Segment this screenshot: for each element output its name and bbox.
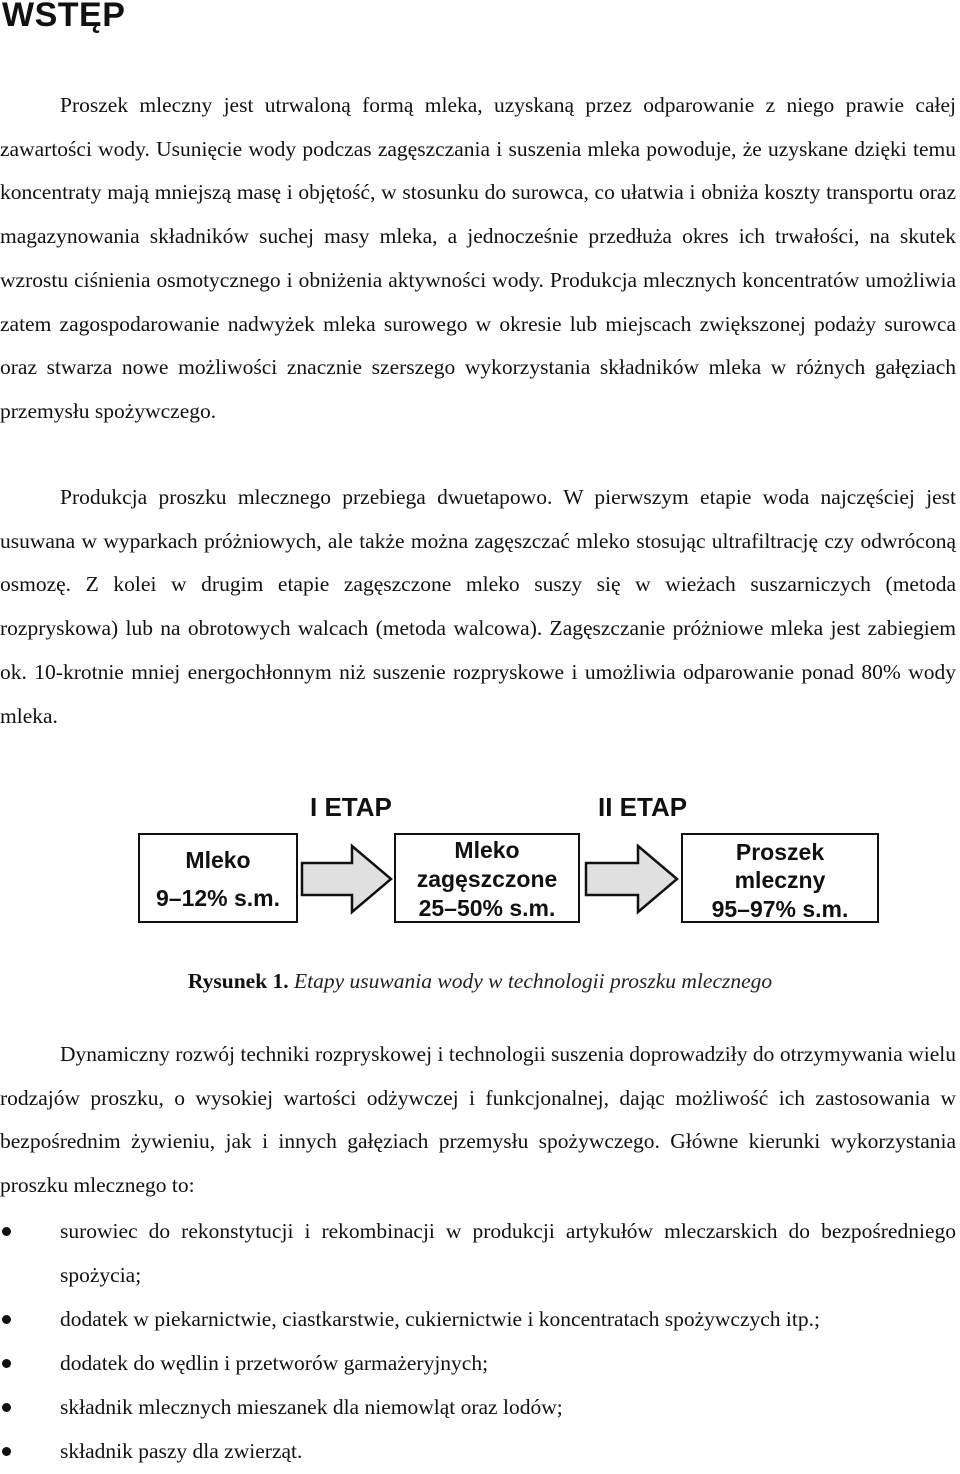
concentrated-box-value: 25–50% s.m. <box>418 895 556 921</box>
stage-one-label: I ETAP <box>310 792 392 822</box>
caption-text: Etapy usuwania wody w technologii proszku mlecznego <box>294 969 773 993</box>
arrow-shape <box>586 846 677 912</box>
bullet-icon <box>2 1315 11 1324</box>
list-item: składnik paszy dla zwierząt. <box>0 1429 956 1473</box>
milk-box-value: 9–12% s.m. <box>155 885 281 911</box>
bullet-icon <box>2 1403 11 1412</box>
page-title: WSTĘP <box>2 0 126 34</box>
arrow-shape <box>302 846 391 912</box>
milk-powder-box <box>681 833 879 923</box>
uses-list <box>0 1209 960 1473</box>
bullet-icon <box>2 1227 11 1236</box>
uses-intro-paragraph: Dynamiczny rozwój techniki rozpryskowej i technologii suszenia doprowadziły do otrzymywania wielu rodzajów proszku, o wysokiej wartości odżywczej i funkcjonalnej, dając możliwość ich zastosowania w bezpośrednim żywieniu, jak i innych gałęziach przemysłu spożywczego. Główne kierunki wykorzystania proszku mlecznego to: <box>0 1042 956 1198</box>
powder-box-subtitle: mleczny <box>734 867 826 893</box>
arrow-right-icon <box>300 843 394 915</box>
concentrated-box-title: Mleko <box>454 837 520 863</box>
caption-label: Rysunek 1. <box>187 969 289 993</box>
intro-paragraph: Proszek mleczny jest utrwaloną formą mleka, uzyskaną przez odparowanie z niego prawie całej zawartości wody. Usunięcie wody podczas zagęszczania i suszenia mleka powoduje, że uzyskane dzięki temu koncentraty mają mniejszą masę i objętość, w stosunku do surowca, co ułatwia i obniża koszty transportu oraz magazynowania składników suchej masy mleka, a jednocześnie przedłuża okres ich trwałości, na skutek wzrostu ciśnienia osmotycznego i obniżenia aktywności wody. Produkcja mlecznych koncentratów umożliwia zatem zagospodarowanie nadwyżek mleka surowego w okresie lub miejscach zwiększonej podaży surowca oraz stwarza nowe możliwości znacznie szerszego wykorzystania składników mleka w różnych gałęziach przemysłu spożywczego. <box>0 93 956 423</box>
process-figure <box>0 780 960 980</box>
list-item: dodatek do wędlin i przetworów garmażeryjnych; <box>0 1341 956 1385</box>
arrow-right-icon <box>584 843 680 915</box>
production-paragraph: Produkcja proszku mlecznego przebiega dwuetapowo. W pierwszym etapie woda najczęściej jest usuwana w wyparkach próżniowych, ale także można zagęszczać mleko stosując ultrafiltrację czy odwróconą osmozę. Z kolei w drugim etapie zagęszczone mleko suszy się w wieżach suszarniczych (metoda rozpryskowa) lub na obrotowych walcach (metoda walcowa). Zagęszczanie próżniowe mleka jest zabiegiem ok. 10-krotnie mniej energochłonnym niż suszenie rozpryskowe i umożliwia odparowanie ponad 80% wody mleka. <box>0 485 956 728</box>
concentrated-milk-box <box>394 833 580 923</box>
stage-two-label: II ETAP <box>598 792 688 822</box>
list-item: składnik mlecznych mieszanek dla niemowląt oraz lodów; <box>0 1385 956 1429</box>
milk-box <box>138 833 298 923</box>
bullet-icon <box>2 1359 11 1368</box>
list-item: surowiec do rekonstytucji i rekombinacji w produkcji artykułów mleczarskich do bezpośredniego spożycia; <box>0 1209 956 1297</box>
concentrated-box-subtitle: zagęszczone <box>416 866 558 892</box>
powder-box-value: 95–97% s.m. <box>711 896 849 922</box>
list-item: dodatek w piekarnictwie, ciastkarstwie, cukiernictwie i koncentratach spożywczych itp.; <box>0 1297 956 1341</box>
milk-box-title: Mleko <box>185 847 251 873</box>
powder-box-title: Proszek <box>735 839 825 865</box>
figure-caption <box>0 966 960 996</box>
bullet-icon <box>2 1447 11 1456</box>
